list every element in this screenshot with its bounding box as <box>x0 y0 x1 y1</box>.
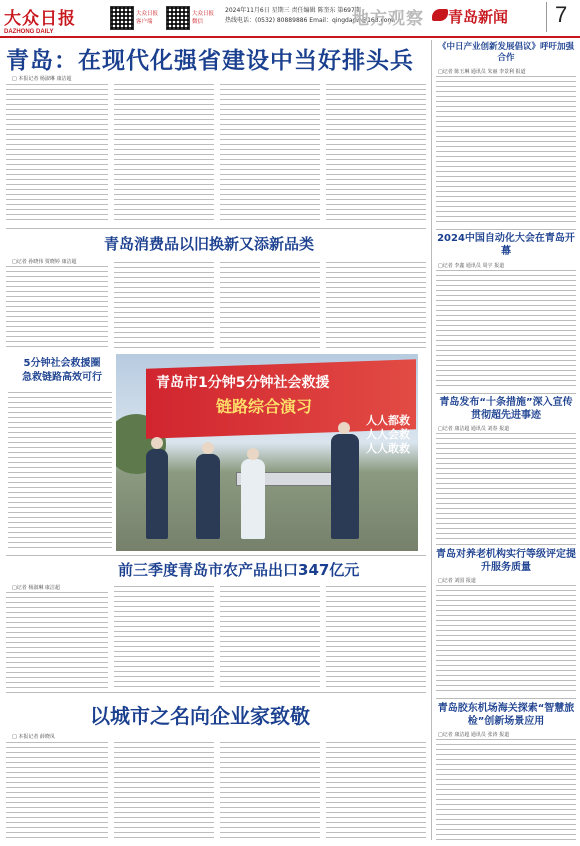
rescue-drill-photo <box>116 354 418 551</box>
sidebar-story5-body <box>436 739 576 842</box>
consumer-body-col3 <box>220 262 320 350</box>
banner-text: 青岛市1分钟5分钟社会救援 <box>156 375 330 391</box>
sidebar-story5-title: 青岛胶东机场海关探索“智慧旅检”创新场景应用 <box>437 703 575 727</box>
lead-body-col3 <box>220 84 320 224</box>
agri-body-col2 <box>114 586 214 688</box>
sidebar-story4-title: 青岛对养老机构实行等级评定提升服务质量 <box>436 549 576 573</box>
sidebar-story2-body <box>436 270 576 390</box>
city-body-col1 <box>6 742 108 842</box>
sidebar-story3-byline: □记者 康洁超 通讯员 刘春 报道 <box>438 426 510 432</box>
issue-date-line: 2024年11月6日 星期三 责任编辑 陈奎东 第697期 <box>225 7 361 14</box>
bird-logo-icon <box>432 9 448 21</box>
agri-body-col4 <box>326 586 426 688</box>
person-figure <box>241 459 265 539</box>
divider <box>6 555 426 556</box>
sidebar-divider <box>431 40 432 840</box>
lead-body-col2 <box>114 84 214 224</box>
agri-byline: □记者 杨淑琳 康洁超 <box>12 585 60 591</box>
photo-story-body <box>8 392 112 552</box>
lead-body-col4 <box>326 84 426 224</box>
sidebar-story3-body <box>436 433 576 541</box>
agri-body-col1 <box>6 592 108 688</box>
sidebar-story1-title: 《中日产业创新发展倡议》呼吁加强合作 <box>437 42 574 63</box>
sidebar-story1-byline: □记者 陈玉琳 通讯员 朱丽 李景利 报道 <box>438 69 526 75</box>
section-badge: 地方观察 <box>352 9 424 29</box>
person-head <box>202 442 214 454</box>
photo-story-headline <box>10 357 114 385</box>
lead-body-col1 <box>6 84 108 224</box>
agri-headline: 前三季度青岛市农产品出口347亿元 <box>118 561 360 579</box>
banner-slogan-text: 人人都救 人人会救 人人敢救 <box>366 414 410 455</box>
sidebar-story2-byline: □记者 李鑫 通讯员 周宇 报道 <box>438 263 505 269</box>
person-figure <box>146 449 168 539</box>
page-number: 7 <box>546 2 567 32</box>
newspaper-logo <box>4 4 76 35</box>
person-head <box>247 448 259 460</box>
city-body-col2 <box>114 742 214 842</box>
city-byline: □ 本报记者 薛晓凤 <box>12 734 55 740</box>
sidebar-story2-title: 2024中国自动化大会在青岛开幕 <box>437 233 575 257</box>
person-figure <box>196 454 220 539</box>
consumer-byline: □记者 孙晓伟 贾晓婷 康洁超 <box>12 259 77 265</box>
lead-byline: □ 本报记者 杨淑琳 康洁超 <box>12 76 72 82</box>
qr-caption-1: 大众日报客户端 <box>136 11 159 25</box>
photo-headline-line1: 5分钟社会救援圈 <box>23 358 101 369</box>
agri-body-col3 <box>220 586 320 688</box>
divider <box>436 544 576 545</box>
consumer-body-col2 <box>114 262 214 350</box>
person-head <box>151 437 163 449</box>
qr-caption-2: 大众日报微信 <box>192 11 215 25</box>
person-figure <box>331 434 359 539</box>
divider <box>436 393 576 394</box>
photo-headline-line2: 急救链路高效可行 <box>22 372 102 383</box>
qr-code-icon <box>166 6 190 30</box>
qr-code-icon <box>110 6 134 30</box>
city-body-col3 <box>220 742 320 842</box>
sidebar-story4-byline: □记者 刘国 报道 <box>438 578 476 584</box>
city-headline: 以城市之名向企业家致敬 <box>90 704 310 728</box>
divider <box>6 692 426 693</box>
divider <box>6 228 426 229</box>
logo-subtext: DAZHONG DAILY <box>4 29 54 35</box>
person-head <box>338 422 350 434</box>
contact-line: 热线电话：(0532) 80889886 Email：qingdaow@163.com <box>225 17 394 24</box>
sidebar-story1-body <box>436 76 576 226</box>
banner-text-2: 链路综合演习 <box>216 397 313 416</box>
consumer-body-col4 <box>326 262 426 350</box>
consumer-body-col1 <box>6 266 108 350</box>
lead-headline: 青岛：在现代化强省建设中当好排头兵 <box>6 48 414 74</box>
sidebar-story4-body <box>436 585 576 695</box>
logo-text: 大众日报 <box>4 9 76 29</box>
divider <box>436 698 576 699</box>
sidebar-story3-title: 青岛发布“十条措施”深入宣传贯彻超先进事迹 <box>439 397 573 421</box>
consumer-headline: 青岛消费品以旧换新又添新品类 <box>104 235 315 253</box>
masthead <box>0 0 580 38</box>
sidebar-story5-byline: □记者 康洁超 通讯员 张涛 报道 <box>438 732 510 738</box>
banner-slogan <box>366 414 410 456</box>
section-name: 青岛新闻 <box>448 8 509 26</box>
city-body-col4 <box>326 742 426 842</box>
divider <box>436 229 576 230</box>
